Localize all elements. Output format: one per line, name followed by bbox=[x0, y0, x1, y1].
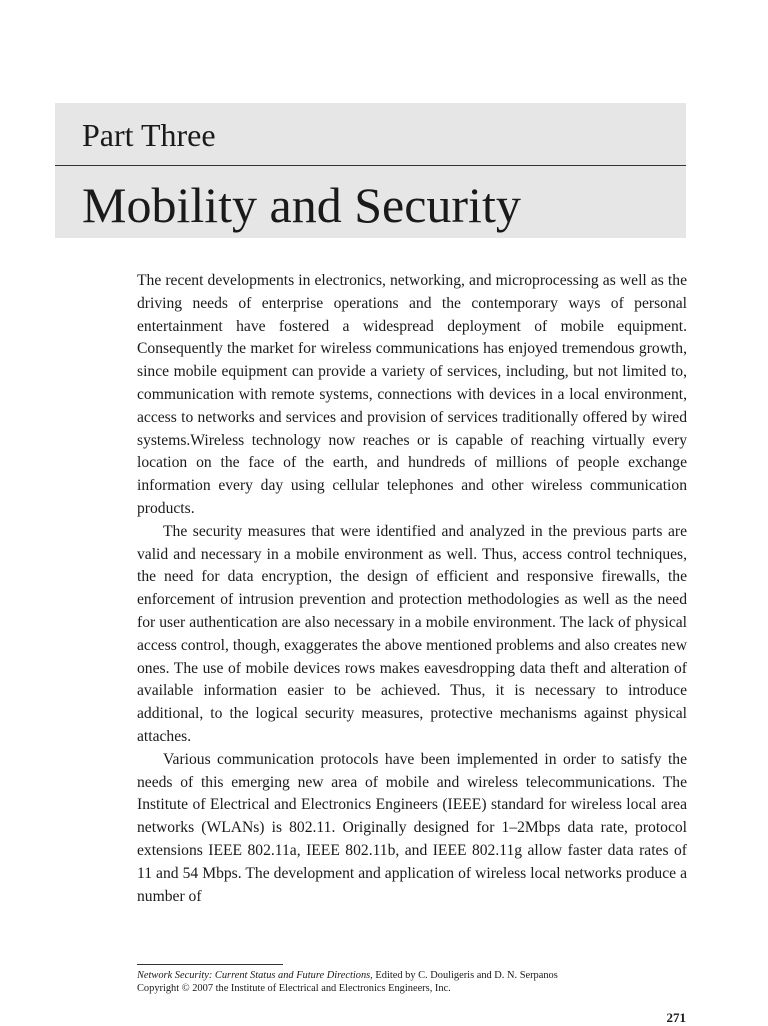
footnote-divider bbox=[137, 964, 283, 965]
paragraph-3: Various communication protocols have been implemented in order to satisfy the needs of this emerging new area of mobile and wireless telecommunications. The Institute of Electrical and Electronics Engineers (IEEE) standard for wireless local area networks (WLANs) is 802.11. Originally designed for 1–2Mbps data rate, protocol extensions IEEE 802.11a, IEEE 802.11b, and IEEE 802.11g allow faster data rates of 11 and 54 Mbps. The development and application of wireless local networks produce a number of bbox=[137, 750, 687, 905]
chapter-title: Mobility and Security bbox=[82, 177, 521, 233]
footnote bbox=[137, 969, 697, 995]
part-label: Part Three bbox=[82, 117, 216, 153]
paragraph-1: The recent developments in electronics, networking, and microprocessing as well as the driving needs of enterprise operations and the contemporary ways of personal entertainment have fostered a widespread deployment of mobile equipment. Consequently the market for wireless communications has enjoyed tremendous growth, since mobile equipment can provide a variety of services, including, but not limited to, communication with remote systems, connections with devices in a local environment, access to networks and services and provision of services traditionally offered by wired systems.Wireless technology now reaches or is capable of reaching virtually every location on the face of the earth, and hundreds of millions of people exchange information every day using cellular telephones and other wireless communication products. bbox=[137, 272, 687, 517]
footnote-editors: Edited by C. Douligeris and D. N. Serpanos bbox=[375, 970, 558, 981]
header-divider bbox=[55, 165, 686, 166]
footnote-line-1 bbox=[137, 969, 697, 982]
part-header bbox=[55, 103, 686, 238]
body-text bbox=[137, 270, 687, 908]
paragraph-2: The security measures that were identified and analyzed in the previous parts are valid and necessary in a mobile environment as well. Thus, access control techniques, the need for data encryption, the design of efficient and responsive firewalls, the enforcement of intrusion prevention and protection methodologies as well as the need for user authentication are also necessary in a mobile environment. The lack of physical access control, though, exaggerates the above mentioned problems and also creates new ones. The use of mobile devices rows makes eavesdropping data theft and alteration of available information easier to be achieved. Thus, it is necessary to introduce additional, to the logical security measures, protective mechanisms against physical attaches. bbox=[137, 522, 687, 745]
footnote-book-title: Network Security: Current Status and Future Directions, bbox=[137, 970, 373, 981]
page-number: 271 bbox=[666, 1010, 686, 1025]
footnote-copyright: Copyright © 2007 the Institute of Electrical and Electronics Engineers, Inc. bbox=[137, 983, 451, 994]
